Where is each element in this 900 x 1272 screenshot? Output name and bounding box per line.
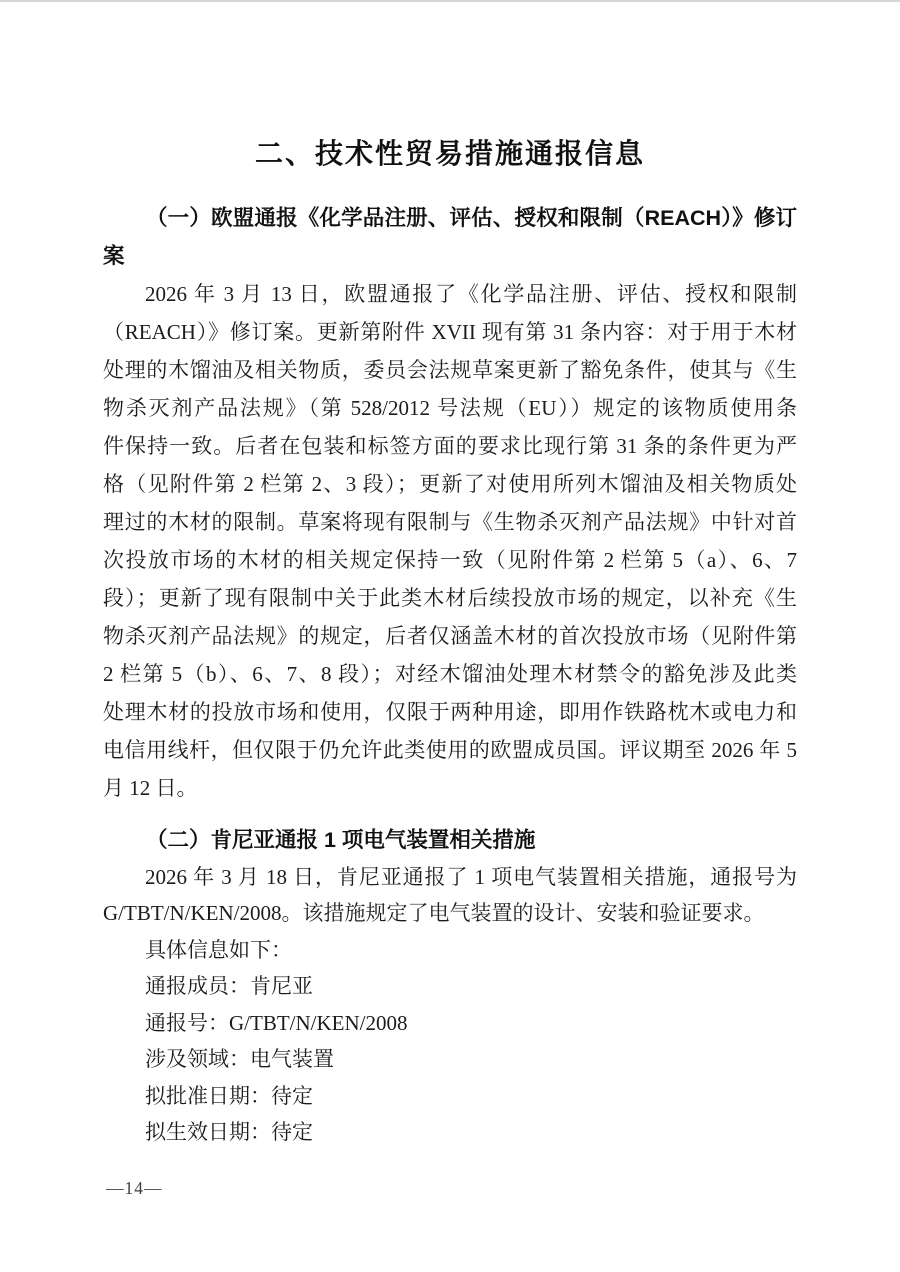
text-line: 2026 年 3 月 13 日，欧盟通报了《化学品注册、评估、授权和限制 [145,282,797,306]
text-line: 件保持一致。后者在包装和标签方面的要求比现行第 31 条的条件更为严 [103,434,797,458]
text-line: 段）；更新了现有限制中关于此类木材后续投放市场的规定，以补充《生 [103,586,797,610]
text-line: 物杀灭剂产品法规》（第 528/2012 号法规（EU））规定的该物质使用条 [103,396,797,420]
text-line: 2026 年 3 月 18 日，肯尼亚通报了 1 项电气装置相关措施，通报号为 [145,864,797,889]
page-number: —14— [106,1178,163,1198]
text-line: 涉及领域：电气装置 [145,1047,334,1071]
text-line: 处理的木馏油及相关物质，委员会法规草案更新了豁免条件，使其与《生 [103,358,797,382]
text-line: 电信用线杆，但仅限于仍允许此类使用的欧盟成员国。评议期至 2026 年 5 [103,738,797,762]
text-line: （一）欧盟通报《化学品注册、评估、授权和限制（REACH）》修订 [146,206,797,230]
text-line: 格（见附件第 2 栏第 2、3 段）；更新了对使用所列木馏油及相关物质处 [103,472,797,496]
text-line: 拟生效日期：待定 [145,1120,313,1144]
section-2-paragraph [103,859,797,932]
text-line: 理过的木材的限制。草案将现有限制与《生物杀灭剂产品法规》中针对首 [103,510,797,534]
section-1-heading [103,199,797,275]
text-line: 拟批准日期：待定 [145,1083,313,1108]
text-line: 具体信息如下： [145,937,292,962]
text-line: 案 [103,244,125,268]
section-2-notification-details [103,932,797,1151]
text-line: 处理木材的投放市场和使用，仅限于两种用途，即用作铁路枕木或电力和 [103,700,797,724]
text-line: 通报成员：肯尼亚 [145,974,313,998]
section-2-heading [103,822,797,859]
text-line: （二）肯尼亚通报 1 项电气装置相关措施 [146,828,536,852]
text-line: 物杀灭剂产品法规》的规定，后者仅涵盖木材的首次投放市场（见附件第 [103,624,797,648]
text-line: 次投放市场的木材的相关规定保持一致（见附件第 2 栏第 5（a）、6、7 [103,548,797,572]
section-1-paragraph [103,275,797,807]
text-line: 2 栏第 5（b）、6、7、8 段）；对经木馏油处理木材禁令的豁免涉及此类 [103,662,797,686]
scan-edge-line [0,0,900,2]
text-line: 通报号：G/TBT/N/KEN/2008 [145,1010,408,1035]
text-line: G/TBT/N/KEN/2008。该措施规定了电气装置的设计、安装和验证要求。 [103,901,765,925]
section-eu-reach [103,199,797,807]
text-line: 月 12 日。 [103,776,198,800]
section-kenya-electrical [103,822,797,1151]
document-title: 二、技术性贸易措施通报信息 [254,138,645,169]
text-line: （REACH）》修订案。更新第附件 XVII 现有第 31 条内容：对于用于木材 [103,320,797,344]
